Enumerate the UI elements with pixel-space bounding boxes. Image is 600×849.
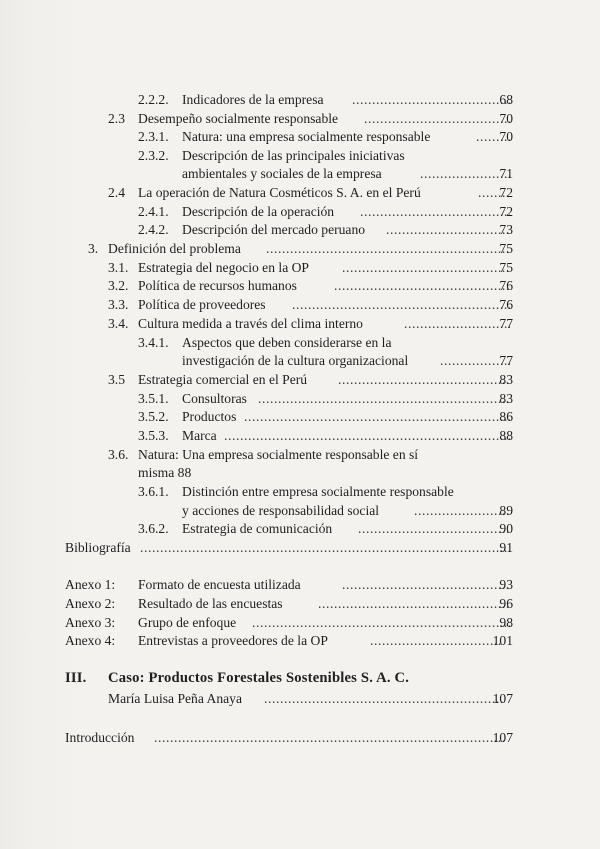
entry-page: 68 <box>499 92 513 107</box>
entry-title: ambientales y sociales de la empresa <box>182 166 382 181</box>
entry-title: Política de recursos humanos <box>138 278 297 293</box>
entry-number: 2.2.2. <box>138 92 169 107</box>
entry-page: 96 <box>499 596 513 611</box>
entry-page: 86 <box>499 409 513 424</box>
entry-number: 2.3.1. <box>138 129 169 144</box>
entry-page: 98 <box>499 615 513 630</box>
entry-title: Grupo de enfoque <box>138 615 237 630</box>
entry-page: 70 <box>499 129 513 144</box>
entry-number: 2.3.2. <box>138 148 169 163</box>
entry-title: Política de proveedores <box>138 297 266 312</box>
entry-title: Descripción del mercado peruano <box>182 222 366 237</box>
entry-page: 76 <box>499 297 513 312</box>
entry-page: 77 <box>499 316 513 331</box>
entry-page: 71 <box>499 166 513 181</box>
dot-leader <box>352 91 510 109</box>
dot-leader <box>420 165 510 183</box>
entry-number: 3.5.2. <box>138 409 169 424</box>
dot-leader <box>386 221 510 239</box>
case-title: Caso: Productos Forestales Sostenibles S. A. C. <box>108 670 410 686</box>
dot-leader <box>252 614 510 632</box>
entry-title: Definición del problema <box>108 241 241 256</box>
dot-leader <box>334 277 510 295</box>
entry-title: Entrevistas a proveedores de la OP <box>138 633 328 648</box>
entry-page: 107 <box>492 691 513 706</box>
entry-title: Desempeño socialmente responsable <box>138 111 339 126</box>
entry-title: Cultura medida a través del clima interno <box>138 316 363 331</box>
entry-author: María Luisa Peña Anaya <box>108 691 243 706</box>
entry-title: misma 88 <box>138 465 192 480</box>
entry-page: 70 <box>499 111 513 126</box>
entry-number: 3.6.1. <box>138 484 169 499</box>
entry-number: 3.6.2. <box>138 521 169 536</box>
entry-page: 76 <box>499 278 513 293</box>
dot-leader <box>358 520 510 538</box>
entry-number: 3.4.1. <box>138 335 169 350</box>
dot-leader <box>258 390 510 408</box>
entry-number: Anexo 3: <box>65 615 116 630</box>
entry-title: Aspectos que deben considerarse en la <box>182 335 392 350</box>
entry-page: 77 <box>499 353 513 368</box>
entry-page: 83 <box>499 372 513 387</box>
dot-leader <box>404 315 510 333</box>
entry-page: 91 <box>499 540 513 555</box>
entry-page: 75 <box>499 260 513 275</box>
dot-leader <box>342 259 510 277</box>
entry-page: 73 <box>499 222 513 237</box>
entry-title: Bibliografía <box>65 540 131 555</box>
entry-number: 3.6. <box>108 447 129 462</box>
entry-title: investigación de la cultura organizacional <box>182 353 409 368</box>
entry-title: Estrategia comercial en el Perú <box>138 372 308 387</box>
entry-page: 83 <box>499 391 513 406</box>
entry-number: Anexo 2: <box>65 596 116 611</box>
entry-page: 90 <box>499 521 513 536</box>
entry-number: 3.1. <box>108 260 129 275</box>
entry-page: 75 <box>499 241 513 256</box>
entry-number: 2.4.1. <box>138 204 169 219</box>
dot-leader <box>414 502 510 520</box>
entry-title: Estrategia de comunicación <box>182 521 333 536</box>
entry-number: Anexo 1: <box>65 577 116 592</box>
entry-title: y acciones de responsabilidad social <box>182 503 380 518</box>
dot-leader <box>264 690 504 708</box>
entry-number: 3.5.1. <box>138 391 169 406</box>
dot-leader <box>292 296 510 314</box>
entry-title: Descripción de las principales iniciativas <box>182 148 405 163</box>
entry-title: Estrategia del negocio en la OP <box>138 260 309 275</box>
entry-title: Natura: Una empresa socialmente responsable en sí <box>138 447 419 462</box>
dot-leader <box>364 110 510 128</box>
entry-title: Resultado de las encuestas <box>138 596 283 611</box>
dot-leader <box>266 240 510 258</box>
entry-number: 2.4.2. <box>138 222 169 237</box>
entry-page: 88 <box>499 428 513 443</box>
entry-page: 101 <box>492 633 513 648</box>
entry-page: 72 <box>499 185 513 200</box>
dot-leader <box>318 595 510 613</box>
entry-title: Natura: una empresa socialmente responsable <box>182 129 431 144</box>
entry-number: 2.4 <box>108 185 125 200</box>
entry-title: Consultoras <box>182 391 247 406</box>
entry-page: 107 <box>492 730 513 745</box>
entry-number: 3.3. <box>108 297 129 312</box>
dot-leader <box>244 408 510 426</box>
entry-number: 3.2. <box>108 278 129 293</box>
entry-title: Introducción <box>65 730 135 745</box>
entry-page: 93 <box>499 577 513 592</box>
entry-title: Distinción entre empresa socialmente responsable <box>182 484 454 499</box>
dot-leader <box>338 371 510 389</box>
case-number: III. <box>65 670 87 686</box>
entry-title: Descripción de la operación <box>182 204 335 219</box>
entry-number: Anexo 4: <box>65 633 116 648</box>
entry-number: 3. <box>88 241 99 256</box>
entry-number: 2.3 <box>108 111 125 126</box>
dot-leader <box>370 632 502 650</box>
dot-leader <box>342 576 510 594</box>
entry-title: Productos <box>182 409 237 424</box>
dot-leader <box>224 427 510 445</box>
entry-page: 89 <box>499 503 513 518</box>
entry-number: 3.5 <box>108 372 125 387</box>
entry-title: Marca <box>182 428 217 443</box>
entry-title: Indicadores de la empresa <box>182 92 324 107</box>
entry-number: 3.4. <box>108 316 129 331</box>
entry-page: 72 <box>499 204 513 219</box>
entry-title: Formato de encuesta utilizada <box>138 577 301 592</box>
dot-leader <box>360 203 510 221</box>
dot-leader <box>154 729 504 747</box>
entry-number: 3.5.3. <box>138 428 169 443</box>
dot-leader <box>140 539 510 557</box>
entry-title: La operación de Natura Cosméticos S. A. en el Perú <box>138 185 421 200</box>
